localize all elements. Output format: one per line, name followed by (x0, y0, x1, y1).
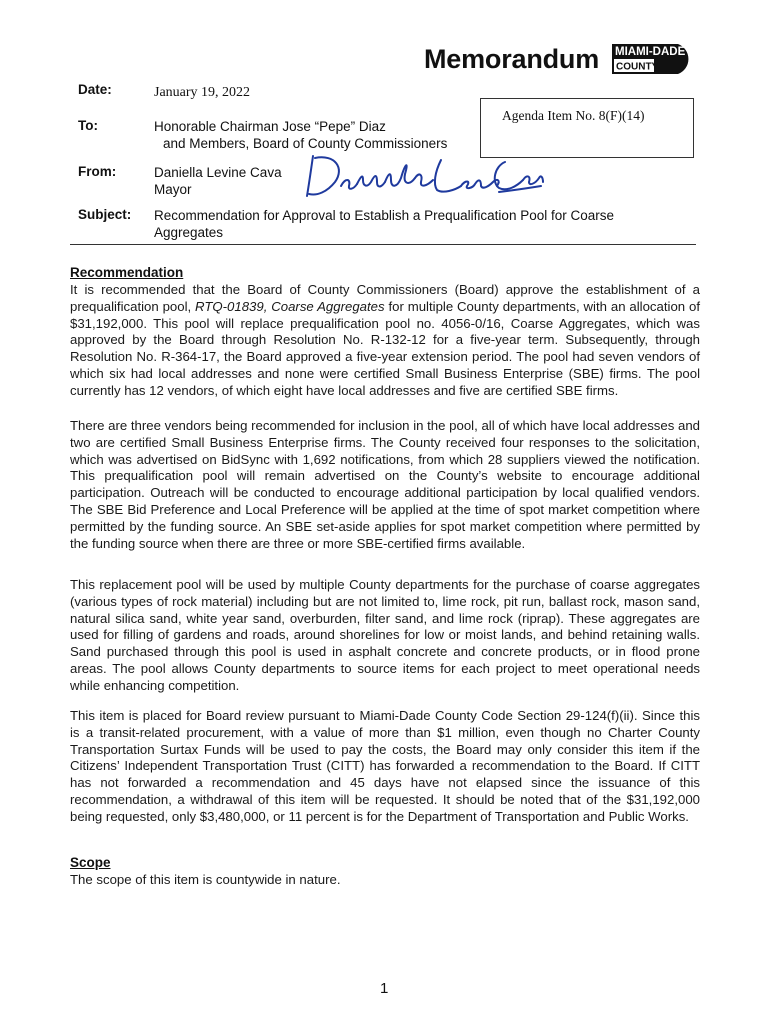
signature (305, 152, 545, 204)
subject-line1: Recommendation for Approval to Establish a Prequalification Pool for Coarse (154, 208, 614, 223)
recommendation-paragraph-3: This replacement pool will be used by multiple County departments for the purchase of coarse aggregates (various types of rock material) including but are not limited to, lime rock, pit run, ballast rock, mason sand, natural silica sand, white year sand, overburden, filter sand, and lime rock (riprap). These aggregates are used for filling of gardens and roads, around shorelines for low or moist lands, and behind retaining walls. Sand purchased through this pool is used in asphalt concrete and concrete products, or in flood prone areas. The pool allows County departments to source items for each project to meet operational needs while enhancing competition. (70, 577, 700, 693)
to-label: To: (78, 118, 98, 133)
logo-line1: MIAMI-DADE (615, 46, 686, 58)
recommendation-paragraph-2: There are three vendors being recommended for inclusion in the pool, all of which have local addresses and two are certified Small Business Enterprise firms. The County received four responses to the solicitation, which was advertised on BidSync with 1,692 notifications, from which 28 suppliers viewed the notification. This prequalification pool will remain advertised on the County’s website to encourage additional participation. Outreach will be conducted to encourage additional participation by local qualified vendors. The SBE Bid Preference and Local Preference will be applied at the time of spot market competition where permitted by the funding source. An SBE set-aside applies for spot market competition where permitted by the funding source when there are three or more SBE-certified firms available. (70, 418, 700, 551)
recommendation-paragraph-4: This item is placed for Board review pursuant to Miami-Dade County Code Section 29-124(f)(ii). Since this is a transit-related procurement, with a value of more than $1 million, even though no Charter County Transportation Surtax Funds will be used to pay the costs, the Board may only consider this item if the Citizens’ Independent Transportation Trust (CITT) has forwarded a recommendation to the Board. If CITT has not forwarded a recommendation and 45 days have not elapsed since the issuance of this recommendation, a withdrawal of this item will be requested. It should be noted that of the $31,192,000 being requested, only $3,480,000, or 11 percent is for the Department of Transportation and Public Works. (70, 708, 700, 824)
agenda-box (480, 98, 694, 158)
scope-heading: Scope (70, 855, 111, 870)
page-number: 1 (380, 980, 389, 997)
to-line1: Honorable Chairman Jose “Pepe” Diaz (154, 119, 386, 134)
to-line2: and Members, Board of County Commissioners (163, 136, 448, 151)
recommendation-paragraph-1 (70, 282, 700, 400)
subject-line2: Aggregates (154, 225, 224, 240)
memo-title: Memorandum (424, 44, 600, 74)
agenda-item-number: Agenda Item No. 8(F)(14) (502, 108, 645, 123)
from-title: Mayor (154, 182, 192, 197)
recommendation-heading: Recommendation (70, 265, 184, 280)
rtq-reference: RTQ-01839, Coarse Aggregates (195, 298, 385, 314)
header-divider (70, 244, 696, 245)
from-label: From: (78, 164, 117, 179)
miami-dade-logo (612, 40, 704, 76)
date-value: January 19, 2022 (154, 85, 251, 100)
date-label: Date: (78, 82, 112, 97)
logo-line2: COUNTY (616, 61, 659, 73)
from-name: Daniella Levine Cava (154, 165, 282, 180)
p1-start: It is recommended that the Board of County Commissioners (Board) approve the establishment of a prequalification pool, (70, 282, 700, 314)
subject-label: Subject: (78, 207, 132, 222)
p1-rest: for multiple County departments, with an allocation of $31,192,000. This pool will replace prequalification pool no. 4056-0/16, Coarse Aggregates, which was approved by the Board through Resolution No. R-132-12 for a five-year term. Subsequently, through Resolution No. R-364-17, the Board approved a five-year extension period. The pool had seven vendors of which six had local addresses and none were certified Small Business Enterprise (SBE) firms. The pool currently has 12 vendors, of which eight have local addresses and five are certified SBE firms. (70, 298, 700, 398)
scope-text: The scope of this item is countywide in nature. (70, 872, 341, 887)
